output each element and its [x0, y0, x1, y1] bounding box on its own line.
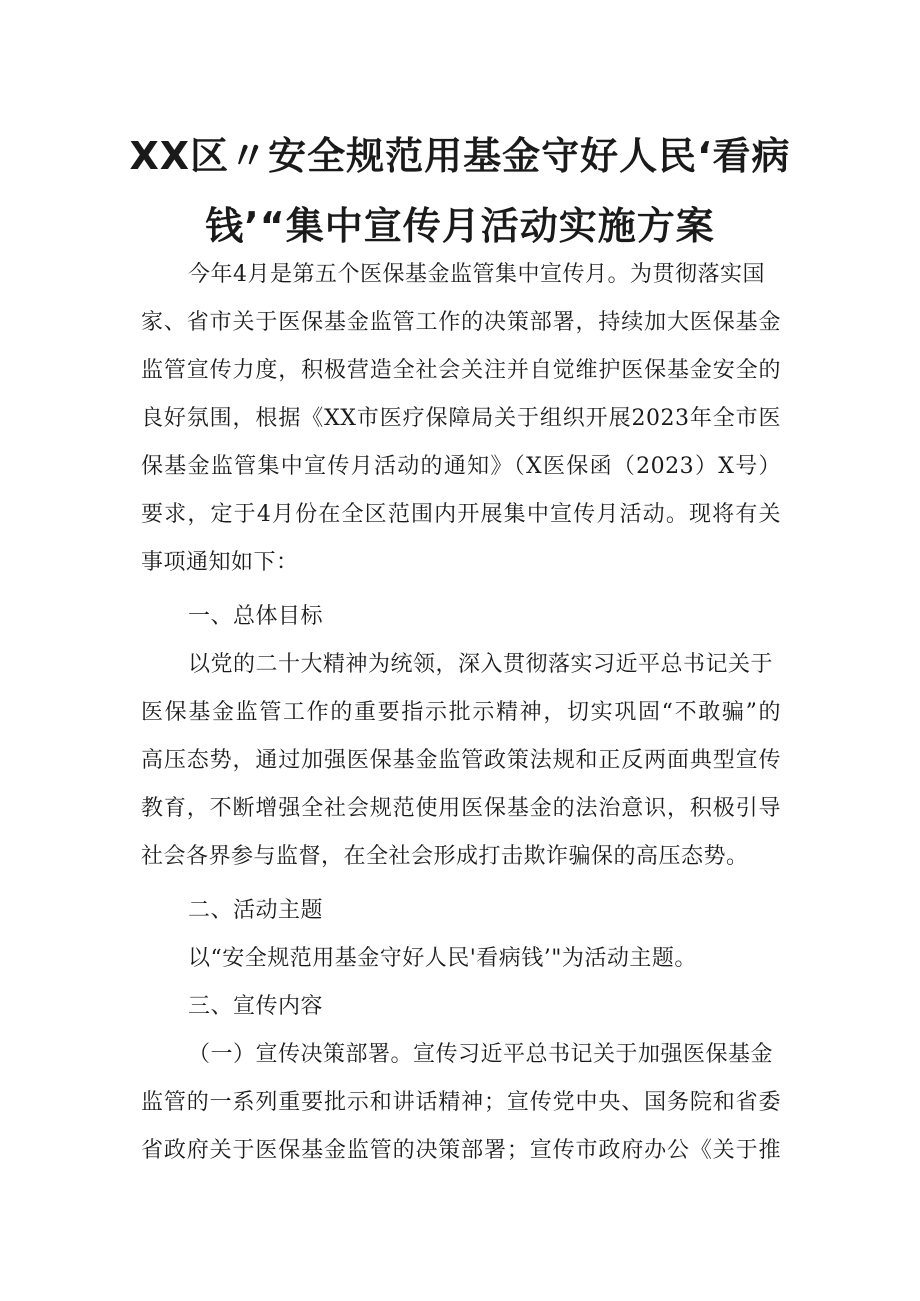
paragraph-content-line-3: 省政府关于医保基金监管的决策部署；宣传市政府办公《关于推 — [141, 1138, 781, 1163]
paragraph-intro-line-7: 事项通知如下： — [141, 550, 299, 575]
paragraph-intro-line-1: 今年4月是第五个医保基金监管集中宣传月。为贯彻落实国 — [188, 262, 765, 287]
paragraph-goals-line-4: 教育，不断增强全社会规范使用医保基金的法治意识，积极引导 — [141, 796, 781, 821]
section-heading-content: 三、宣传内容 — [188, 994, 324, 1019]
paragraph-theme-line-1: 以“安全规范用基金守好人民'看病钱’"为活动主题。 — [188, 946, 697, 971]
paragraph-goals-line-3: 高压态势，通过加强医保基金监管政策法规和正反两面典型宣传 — [141, 748, 781, 773]
paragraph-goals-line-1: 以党的二十大精神为统领，深入贯彻落实习近平总书记关于 — [188, 652, 774, 677]
paragraph-content-line-1: （一）宣传决策部署。宣传习近平总书记关于加强医保基金 — [188, 1042, 774, 1067]
paragraph-intro-line-4: 良好氛围，根据《XX市医疗保障局关于组织开展2023年全市医 — [141, 406, 781, 431]
paragraph-goals-line-2: 医保基金监管工作的重要指示批示精神，切实巩固“不敢骗”的 — [141, 700, 781, 725]
paragraph-intro-line-2: 家、省市关于医保基金监管工作的决策部署，持续加大医保基金 — [141, 310, 781, 335]
section-heading-goals: 一、总体目标 — [188, 604, 324, 629]
paragraph-intro-line-5: 保基金监管集中宣传月活动的通知》（X医保函（2023）X号） — [141, 454, 781, 479]
paragraph-intro-line-6: 要求，定于4月份在全区范围内开展集中宣传月活动。现将有关 — [141, 502, 781, 527]
document-title-line-1: XX区〃安全规范用基金守好人民‘看病 — [129, 134, 791, 178]
document-title-line-2: 钱’“集中宣传月活动实施方案 — [205, 204, 715, 248]
section-heading-theme: 二、活动主题 — [188, 898, 324, 923]
paragraph-content-line-2: 监管的一系列重要批示和讲话精神；宣传党中央、国务院和省委 — [141, 1090, 781, 1115]
paragraph-intro-line-3: 监管宣传力度，积极营造全社会关注并自觉维护医保基金安全的 — [141, 358, 781, 383]
paragraph-goals-line-5: 社会各界参与监督，在全社会形成打击欺诈骗保的高压态势。 — [141, 844, 749, 869]
